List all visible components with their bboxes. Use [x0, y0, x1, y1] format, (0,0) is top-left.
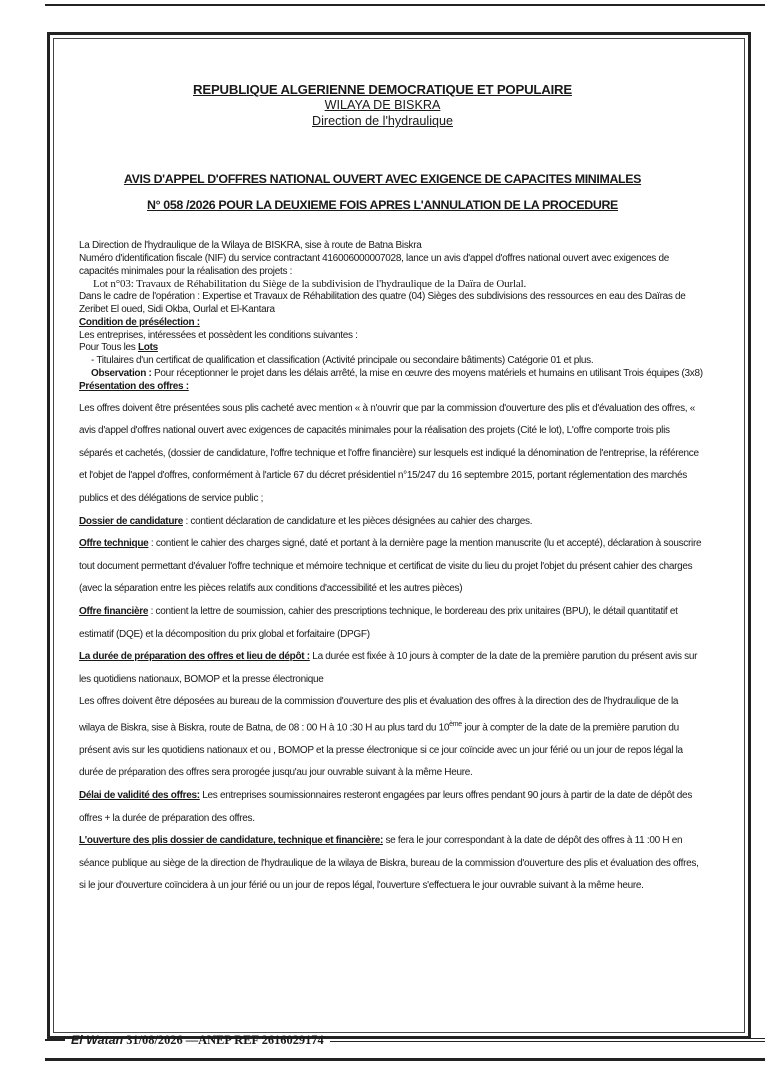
top-rule [45, 4, 765, 6]
duration-text: La durée est fixée à 10 jours à compter de la date de la première parution du présent avis sur les quotidiens nationaux, BOMOP et la presse électronique [79, 651, 698, 685]
presentation-paragraph: Les offres doivent être présentées sous plis cacheté avec mention « à n'ouvrir que par la commission d'ouverture des plis et d'évaluation des offres, « avis d'appel d'offres national ouvert avec exigences de capacités minimales pour la réalisation des projets (Cité le lot), L'offre comporte trois plis séparés et cachetés, (dossier de candidature, l'offre technique et l'offre financière) sur lesquels est indiqué la dénomination de l'entreprise, la référence et l'objet de l'appel d'offres, conformément à l'article 67 du décret présidentiel n°15/247 du 16 septembre 2015, portant réglementation des marchés publics et des délégations de service public ; [79, 402, 699, 504]
observation-paragraph [79, 368, 705, 381]
deposit-text-b: jour à compter de la date de la première parution du présent avis sur les quotidiens nationaux et ou , BOMOP et la presse électronique si ce jour coïncide avec un jour férié ou un jour de repos légal la durée de préparation des offres sera prorogée jusqu'au jour ouvrable suivant à la même Heure. [79, 722, 683, 779]
lots-prefix: Pour Tous les [79, 342, 136, 354]
presentation-section [79, 398, 705, 898]
operation-paragraph: Dans le cadre de l'opération : Expertise et Travaux de Réhabilitation des quatre (04) Sièges des subdivisions des ressources en eau des Daïras de Zeribet El oued, Sidi Okba, Ourlal et El-Kantara [79, 291, 686, 315]
lots-line [79, 342, 705, 355]
technical-offer-paragraph [79, 533, 705, 601]
deposit-text-a: Les offres doivent être déposées au bureau de la commission d'ouverture des plis et évaluation des offres à la direction des de l'hydraulique de la wilaya de Biskra, sise à Biskra, route de Batna, de 08 : 00 H à 10 :30 H au plus tard du 10 [79, 696, 679, 734]
footer-ref-text: 31/08/2026 —ANEP REF 2616029174 [126, 1032, 324, 1047]
presentation-heading: Présentation des offres : [79, 380, 189, 392]
dossier-paragraph [79, 511, 705, 534]
technical-offer-text: : contient le cahier des charges signé, daté et portant à la dernière page la mention manuscrite (lu et accepté), déclaration à souscrire tout document permettant d'évaluer l'offre technique et mémoire technique et certificat de visite du lieu du projet l'objet du présent cahier des charges (avec la séparation entre les pièces relatifs aux conditions d'accessibilité et les autres pièces) [79, 538, 702, 595]
bottom-rule [45, 1058, 765, 1061]
footer-right-rule [330, 1038, 765, 1042]
wilaya-heading: WILAYA DE BISKRA [324, 98, 441, 112]
intro-line: La Direction de l'hydraulique de la Wilaya de BISKRA, sise à route de Batna Biskra [79, 240, 422, 251]
financial-offer-label: Offre financière [79, 605, 149, 617]
validity-label: Délai de validité des offres: [79, 789, 200, 801]
notice-title: AVIS D'APPEL D'OFFRES NATIONAL OUVERT AVEC EXIGENCE DE CAPACITES MINIMALES [123, 172, 642, 186]
qualification-item: - Titulaires d'un certificat de qualification et classification (Activité principale ou secondaire bâtiments) Catégorie 01 et plus. [91, 355, 594, 367]
lot-line: Lot n°03: Travaux de Réhabilitation du Siège de la subdivision de l'hydraulique de la Daïra de Ourlal. [93, 278, 527, 291]
opening-label: L'ouverture des plis dossier de candidature, technique et financière: [79, 835, 383, 847]
footer-reference [71, 1033, 324, 1048]
financial-offer-text: : contient la lettre de soumission, cahier des prescriptions technique, le bordereau des prix unitaires (BPU), le détail quantitatif et estimatif (DQE) et la décomposition du prix global et forfaitaire (DPGF) [79, 605, 678, 640]
republic-heading: REPUBLIQUE ALGERIENNE DEMOCRATIQUE ET POPULAIRE [193, 82, 572, 97]
validity-text: Les entreprises soumissionnaires resteront engagées par leurs offres pendant 90 jours à partir de la date de dépôt des offres + la durée de préparation des offres. [79, 789, 693, 824]
preselection-intro: Les entreprises, intéressées et possèdent les conditions suivantes : [79, 329, 358, 341]
footer [45, 1032, 765, 1048]
preselection-heading: Condition de présélection : [79, 316, 200, 328]
observation-label: Observation : [91, 367, 152, 379]
financial-offer-paragraph [79, 601, 705, 646]
direction-heading: Direction de l'hydraulique [311, 114, 453, 128]
lots-label: Lots [138, 342, 158, 354]
dossier-text: : contient déclaration de candidature et les pièces désignées au cahier des charges. [183, 515, 533, 527]
validity-paragraph [79, 785, 705, 830]
notice-body [79, 240, 705, 898]
notice-subtitle: N° 058 /2026 POUR LA DEUXIEME FOIS APRES L'ANNULATION DE LA PROCEDURE [147, 198, 618, 212]
deposit-superscript: ème [449, 720, 462, 728]
deposit-paragraph [79, 691, 705, 785]
footer-brand: El Watan [71, 1032, 124, 1047]
opening-text: se fera le jour correspondant à la date de dépôt des offres à 11 :00 H en séance publique au siège de la direction de l'hydraulique de la wilaya de Biskra, bureau de la commission d'ouverture des plis et évaluation des offres, si le jour d'ouverture coïncidera à un jour férié ou un jour de repos légal, l'ouverture s'effectuera le jour ouvrable suivant à la même heure. [79, 835, 699, 892]
observation-text: Pour réceptionner le projet dans les délais arrêté, la mise en œuvre des moyens matériels et humains en utilisant Trois équipes (3x8) [154, 367, 703, 379]
technical-offer-label: Offre technique [79, 538, 149, 550]
intro-nif-paragraph: Numéro d'identification fiscale (NIF) du service contractant 416006000007028, lance un avis d'appel d'offres national ouvert avec exigences de capacités minimales pour la réalisation des projets : [79, 252, 669, 277]
duration-paragraph [79, 646, 705, 691]
opening-paragraph [79, 830, 705, 898]
dossier-label: Dossier de candidature [79, 515, 183, 527]
duration-label: La durée de préparation des offres et lieu de dépôt : [79, 651, 310, 663]
footer-left-rule [45, 1039, 65, 1041]
